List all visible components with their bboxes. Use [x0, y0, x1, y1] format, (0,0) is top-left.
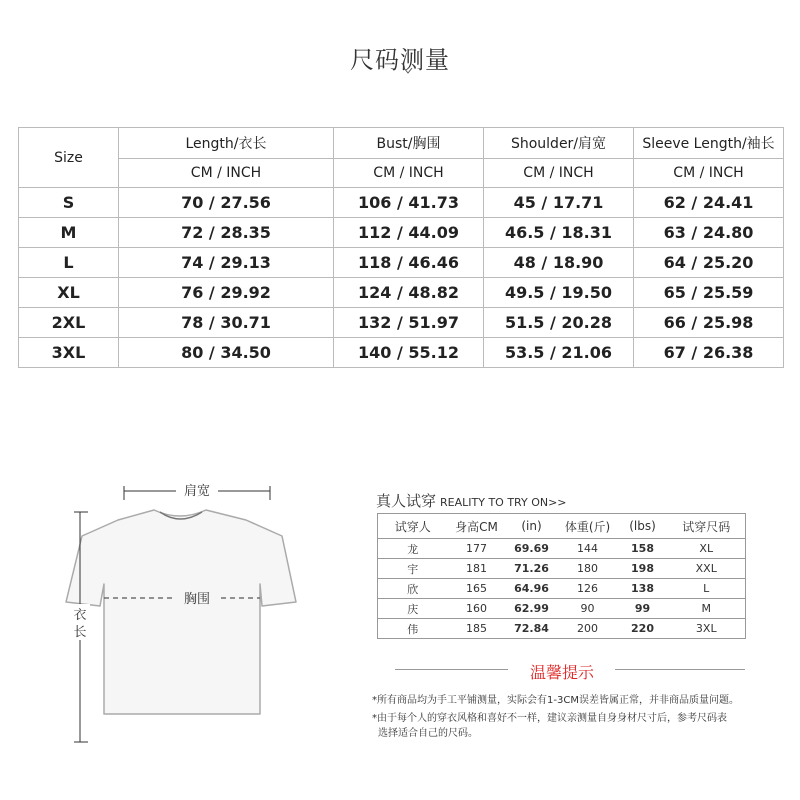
height-in: 71.26	[506, 559, 558, 579]
length-cell: 76 / 29.92	[119, 278, 334, 308]
height-cm: 165	[448, 579, 506, 599]
height-cm: 177	[448, 539, 506, 559]
weight-jin: 180	[558, 559, 618, 579]
weight-jin: 200	[577, 622, 598, 635]
tester-name: 欣	[378, 579, 448, 599]
unit-label: CM / INCH	[634, 159, 784, 188]
try-on-title-en: REALITY TO TRY ON>>	[440, 496, 567, 509]
size-cell: S	[19, 188, 119, 218]
tips-title: 温馨提示	[529, 663, 594, 682]
sleeve-cell: 65 / 25.59	[634, 278, 784, 308]
unit-label: CM / INCH	[119, 159, 334, 188]
header-weight-lbs: (lbs)	[618, 514, 668, 539]
header-height-cm: 身高CM	[448, 514, 506, 539]
shoulder-label: 肩宽	[183, 484, 211, 499]
size-cell: 2XL	[19, 308, 119, 338]
try-size: 3XL	[695, 622, 717, 635]
length-label-top: 衣	[73, 608, 87, 623]
column-header-sleeve: Sleeve Length/袖长	[634, 128, 784, 159]
table-row	[19, 248, 784, 278]
shoulder-cell: 53.5 / 21.06	[484, 338, 634, 368]
column-header-length: Length/衣长	[119, 128, 334, 159]
column-header-bust: Bust/胸围	[334, 128, 484, 159]
chevron-down-icon	[403, 66, 413, 76]
length-cell: 70 / 27.56	[119, 188, 334, 218]
bust-label: 胸围	[183, 592, 211, 607]
try-on-title-cn: 真人试穿	[376, 492, 437, 510]
shoulder-cell: 46.5 / 18.31	[484, 218, 634, 248]
table-row	[378, 599, 746, 619]
column-header-shoulder: Shoulder/肩宽	[484, 128, 634, 159]
size-chart-table	[18, 127, 784, 368]
tester-name: 伟	[407, 622, 419, 636]
size-chart-header-row	[19, 128, 784, 159]
header-tester: 试穿人	[378, 514, 448, 539]
tester-name: 宇	[378, 559, 448, 579]
weight-jin: 90	[558, 599, 618, 619]
size-cell: XL	[19, 278, 119, 308]
weight-jin: 144	[558, 539, 618, 559]
header-weight-jin: 体重(斤)	[558, 514, 618, 539]
bust-cell: 124 / 48.82	[334, 278, 484, 308]
table-row	[19, 188, 784, 218]
tester-name: 庆	[378, 599, 448, 619]
table-row	[378, 539, 746, 559]
table-row	[19, 218, 784, 248]
weight-lbs: 198	[618, 559, 668, 579]
shoulder-cell: 45 / 17.71	[484, 188, 634, 218]
table-row	[19, 278, 784, 308]
sleeve-cell: 67 / 26.38	[634, 338, 784, 368]
size-cell: L	[19, 248, 119, 278]
weight-jin: 126	[558, 579, 618, 599]
height-in: 62.99	[506, 599, 558, 619]
height-cm: 185	[466, 622, 487, 635]
height-cm: 181	[448, 559, 506, 579]
try-size: XL	[668, 539, 746, 559]
table-row	[378, 619, 746, 639]
sleeve-cell: 66 / 25.98	[634, 308, 784, 338]
weight-lbs: 99	[618, 599, 668, 619]
bust-cell: 140 / 55.12	[334, 338, 484, 368]
shoulder-cell: 51.5 / 20.28	[484, 308, 634, 338]
length-cell: 72 / 28.35	[119, 218, 334, 248]
weight-lbs: 220	[631, 622, 654, 635]
tip-note: 选择适合自己的尺码。	[378, 728, 478, 739]
size-cell: 3XL	[19, 338, 119, 368]
unit-row	[19, 159, 784, 188]
size-header: Size	[19, 128, 119, 188]
size-cell: M	[19, 218, 119, 248]
sleeve-cell: 63 / 24.80	[634, 218, 784, 248]
try-size: XXL	[668, 559, 746, 579]
unit-label: CM / INCH	[334, 159, 484, 188]
try-on-header-row	[378, 514, 746, 539]
weight-lbs: 158	[618, 539, 668, 559]
unit-label: CM / INCH	[484, 159, 634, 188]
bust-cell: 106 / 41.73	[334, 188, 484, 218]
header-size: 试穿尺码	[668, 514, 746, 539]
tip-note: *所有商品均为手工平铺测量，实际会有1-3CM误差皆属正常，并非商品质量问题。	[372, 695, 739, 706]
bust-cell: 118 / 46.46	[334, 248, 484, 278]
table-row	[378, 559, 746, 579]
tshirt-measurement-diagram	[60, 478, 340, 748]
try-on-title	[376, 490, 567, 511]
weight-lbs: 138	[618, 579, 668, 599]
page-title: 尺码测量	[350, 46, 450, 74]
tshirt-icon	[66, 510, 296, 714]
try-size: L	[668, 579, 746, 599]
height-in: 69.69	[506, 539, 558, 559]
shoulder-cell: 49.5 / 19.50	[484, 278, 634, 308]
header-height-in: (in)	[506, 514, 558, 539]
table-row	[19, 308, 784, 338]
shoulder-cell: 48 / 18.90	[484, 248, 634, 278]
table-row	[378, 579, 746, 599]
tester-name: 龙	[378, 539, 448, 559]
tip-divider-right	[615, 669, 745, 670]
sleeve-cell: 62 / 24.41	[634, 188, 784, 218]
length-label-bottom: 长	[73, 625, 87, 640]
bust-cell: 112 / 44.09	[334, 218, 484, 248]
height-in: 72.84	[514, 622, 549, 635]
length-cell: 78 / 30.71	[119, 308, 334, 338]
height-cm: 160	[448, 599, 506, 619]
height-in: 64.96	[506, 579, 558, 599]
try-on-table	[377, 513, 746, 639]
length-cell: 74 / 29.13	[119, 248, 334, 278]
length-cell: 80 / 34.50	[119, 338, 334, 368]
try-size: M	[668, 599, 746, 619]
bust-cell: 132 / 51.97	[334, 308, 484, 338]
tip-divider-left	[395, 669, 508, 670]
sleeve-cell: 64 / 25.20	[634, 248, 784, 278]
tip-note: *由于每个人的穿衣风格和喜好不一样，建议亲测量自身身材尺寸后，参考尺码表	[372, 713, 727, 724]
table-row	[19, 338, 784, 368]
